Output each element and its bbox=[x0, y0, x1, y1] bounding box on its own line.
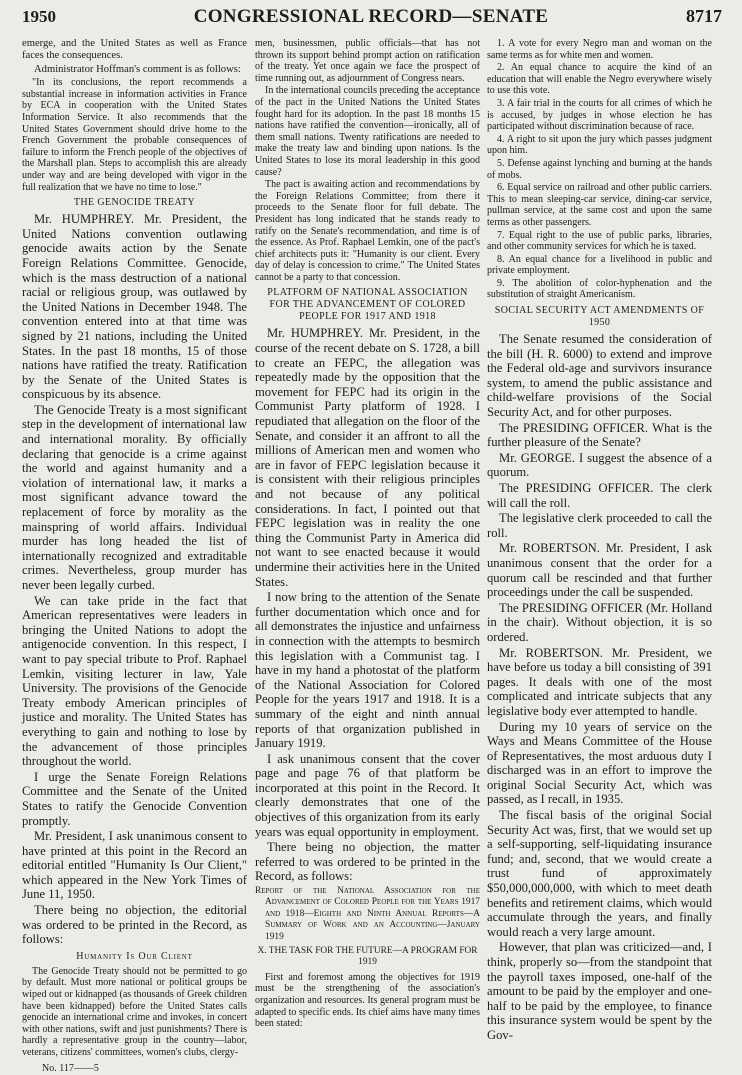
paragraph: The Senate resumed the consideration of the bill (H. R. 6000) to extend and improve the Federal old-age and survivors insurance system, to amend the public assistance and child-welfare provisions of the Social Security Act, and for other purposes. bbox=[487, 332, 712, 420]
column-left bbox=[22, 38, 247, 1074]
list-item: 8. An equal chance for a livelihood in public and private employment. bbox=[487, 253, 712, 277]
list-item: 5. Defense against lynching and burning at the hands of mobs. bbox=[487, 157, 712, 181]
paragraph: Mr. GEORGE. I suggest the absence of a quorum. bbox=[487, 450, 712, 480]
paragraph: The legislative clerk proceeded to call the roll. bbox=[487, 511, 712, 540]
list-item: 7. Equal right to the use of public parks, libraries, and other community services for which he is taxed. bbox=[487, 229, 712, 253]
column-right bbox=[487, 38, 712, 1042]
list-item: 9. The abolition of color-hyphenation and the substitution of straight Americanism. bbox=[487, 277, 712, 301]
editorial-paragraph: The pact is awaiting action and recommendations by the Foreign Relations Committee; from there it proceeds to the Senate floor for full debate. The President has long indicated that he stands ready to ratify on the Senate's recommendation, and time is of the essence. As Prof. Raphael Lemkin, one of the pact's chief architects puts it: "Humanity is our client. Every day of delay is concession to crime." The United States cannot be a party to that concession. bbox=[255, 179, 480, 283]
list-item: 1. A vote for every Negro man and woman on the same terms as for white men and women. bbox=[487, 38, 712, 61]
column-middle bbox=[255, 38, 480, 1030]
section-heading: SOCIAL SECURITY ACT AMENDMENTS OF 1950 bbox=[494, 305, 705, 329]
paragraph: I urge the Senate Foreign Relations Committee and the Senate of the United States to ratify the Genocide Convention promptly. bbox=[22, 769, 247, 828]
report-title: Report of the National Association for the Advancement of Colored People for the Years 1917 and 1918—Eighth and Ninth Annual Reports—A Summary of Work and an Accounting—January 1919 bbox=[255, 886, 480, 942]
paragraph: Mr. HUMPHREY. Mr. President, the United Nations convention outlawing genocide awaits action by the Senate Foreign Relations Committee. Genocide, which is the mass destruction of a national racial or religious group, was outlawed by the United Nations in December 1948. The convention entered into at that time was signed by 21 nations, including the United States. In the past 18 months, 15 of those nations have ratified the treaty. Ratification by the Senate of the United States is conspicuous by its absence. bbox=[22, 212, 247, 402]
paragraph: There being no objection, the editorial was ordered to be printed in the Record, as follows: bbox=[22, 903, 247, 947]
header-year: 1950 bbox=[22, 7, 56, 26]
header-title: CONGRESSIONAL RECORD—SENATE bbox=[193, 6, 549, 27]
page-footer-number: No. 117——5 bbox=[42, 1062, 99, 1074]
section-heading: PLATFORM OF NATIONAL ASSOCIATION FOR THE ADVANCEMENT OF COLORED PEOPLE FOR 1917 AND 1918 bbox=[267, 287, 468, 323]
paragraph: emerge, and the United States as well as France faces the consequences. bbox=[22, 38, 247, 62]
paragraph: First and foremost among the objectives for 1919 must be the strengthening of the association's organization and resources. Its general program must be adapted to specific ends. Its chief aims have many times been stated: bbox=[255, 971, 480, 1030]
page-header bbox=[22, 6, 722, 36]
section-heading: THE GENOCIDE TREATY bbox=[73, 197, 196, 209]
editorial-heading: Humanity Is Our Client bbox=[76, 950, 193, 962]
paragraph: Mr. President, I ask unanimous consent to have printed at this point in the Record an editorial entitled "Humanity Is Our Client," which appeared in the New York Times of June 11, 1950. bbox=[22, 829, 247, 902]
paragraph: The fiscal basis of the original Social Security Act was, first, that we would set up a self-supporting, self-liquidating insurance fund; and, second, that we would create a trust fund of approximately $50,000,000,000, with which to meet death benefits and retirement claims, which would accumulate through the years, and finally would reach a very large amount. bbox=[487, 808, 712, 939]
list-item: 2. An equal chance to acquire the kind of an education that will enable the Negro everywhere wisely to use this vote. bbox=[487, 62, 712, 97]
list-item: 4. A right to sit upon the jury which passes judgment upon him. bbox=[487, 133, 712, 157]
paragraph: The PRESIDING OFFICER. What is the further pleasure of the Senate? bbox=[487, 420, 712, 450]
paragraph: There being no objection, the matter referred to was ordered to be printed in the Record, as follows: bbox=[255, 840, 480, 884]
paragraph: The PRESIDING OFFICER. The clerk will call the roll. bbox=[487, 481, 712, 510]
paragraph: Mr. ROBERTSON. Mr. President, I ask unanimous consent that the order for a quorum call be rescinded and that further proceedings under the call be suspended. bbox=[487, 541, 712, 600]
paragraph: We can take pride in the fact that American representatives were leaders in bringing the United Nations to adopt the antigenocide convention. In this respect, I want to pay special tribute to Prof. Raphael Lemkin, visiting lecturer in law, Yale University. The provisions of the Genocide Treaty embody American principles of justice and morality. The United States has everything to gain and nothing to lose by the advancement of those principles throughout the world. bbox=[22, 593, 247, 769]
editorial-paragraph: In the international councils preceding the acceptance of the pact in the United Nations the United States fought hard for its adoption. In the past 18 months 15 nations have ratified the convention—ironically, all of them small nations. Twenty ratifications are needed to make the treaty law and binding upon nations. Is the United States to lose its moral leadership in this good cause? bbox=[255, 85, 480, 178]
paragraph: The PRESIDING OFFICER (Mr. Holland in the chair). Without objection, it is so ordered. bbox=[487, 600, 712, 644]
paragraph: Mr. HUMPHREY. Mr. President, in the course of the recent debate on S. 1728, a bill to create an FEPC, the allegation was repeatedly made by the opposition that the movement for FEPC had its origin in the Communist Party platform of 1928. I repudiated that allegation on the floor of the Senate, and consider it an affront to all the millions of American men and women who are in favor of FEPC legislation because it is consistent with their religious principles and not because of any political considerations. In fact, I pointed out that FEPC legislation was in reality the one thing the Communist Party in America did not want to see enacted because it would undermine their activities here in the United States. bbox=[255, 326, 480, 589]
quoted-comment: "In its conclusions, the report recommends a substantial increase in information activities in France by ECA in cooperation with the United States Information Service. It also recommends that the United States Government should drive home to the French Government the probable consequences of failure to inform the French people of the objectives of the Marshall plan. Steps to accomplish this are already under way and are being developed with vigor in the full realization that we have no time to lose." bbox=[22, 77, 247, 193]
paragraph: Administrator Hoffman's comment is as follows: bbox=[34, 63, 241, 75]
list-item: 6. Equal service on railroad and other public carriers. This to mean sleeping-car service, dining-car service, pullman service, at the same cost and upon the same terms as other passengers. bbox=[487, 182, 712, 228]
paragraph: However, that plan was criticized—and, I think, properly so—from the standpoint that the payroll taxes imposed, one-half of the amount to be paid by the employer and one-half to be paid by the employee, to finance this insurance system would be spent by the Gov- bbox=[487, 940, 712, 1042]
paragraph: During my 10 years of service on the Ways and Means Committee of the House of Representatives, the most arduous duty I discharged was in an effort to improve the original Social Security Act, which was passed, as I recall, in 1935. bbox=[487, 719, 712, 807]
header-page-number: 8717 bbox=[685, 6, 722, 26]
paragraph: I ask unanimous consent that the cover page and page 76 of that platform be incorporated at this point in the Record. It clearly demonstrates that one of the objectives of this organization from its early years was equal opportunity in employment. bbox=[255, 751, 480, 839]
program-heading: X. THE TASK FOR THE FUTURE—A PROGRAM FOR 1919 bbox=[257, 946, 478, 968]
paragraph: I now bring to the attention of the Senate further documentation which once and for all demonstrates the injustice and unfairness in connection with the attempts to besmirch this legislation with a Communist tag. I have in my hand a photostat of the platform of the National Association for Colored People for the years 1917 and 1918. It is a summary of the eight and ninth annual reports of that organization published in January 1919. bbox=[255, 590, 480, 751]
list-item: 3. A fair trial in the courts for all crimes of which he is accused, by judges in whose election he has participated without discrimination because of race. bbox=[487, 97, 712, 133]
paragraph: The Genocide Treaty is a most significant step in the development of international law and international morality. By officially declaring that genocide is a crime against the world and against humanity and a violation of international law, it marks a most significant advance toward the replacement of force by morality as the mainspring of world affairs. Individual murder has long headed the list of internationally recognized and extraditable crimes. Nevertheless, group murder has never been legally curbed. bbox=[22, 402, 247, 592]
editorial-paragraph: The Genocide Treaty should not be permitted to go by default. Must more national or political groups be wiped out or kidnapped (as thousands of Greek children have been kidnapped) before the United States calls genocide an international crime and invokes, in concert with other nations, swift and just punishments? There is hardly a representative group in the country—labor, veterans, citizens' committees, women's clubs, clergy- bbox=[22, 965, 247, 1058]
paragraph: Mr. ROBERTSON. Mr. President, we have before us today a bill consisting of 391 pages. It deals with one of the most complicated and intricate subjects that any legislative body ever attempted to handle. bbox=[487, 645, 712, 718]
editorial-paragraph: men, businessmen, public officials—that has not thrown its support behind prompt action on ratification of the treaty. Yet once again we face the prospect of time running out, as adjournment of Congress nears. bbox=[255, 38, 480, 84]
